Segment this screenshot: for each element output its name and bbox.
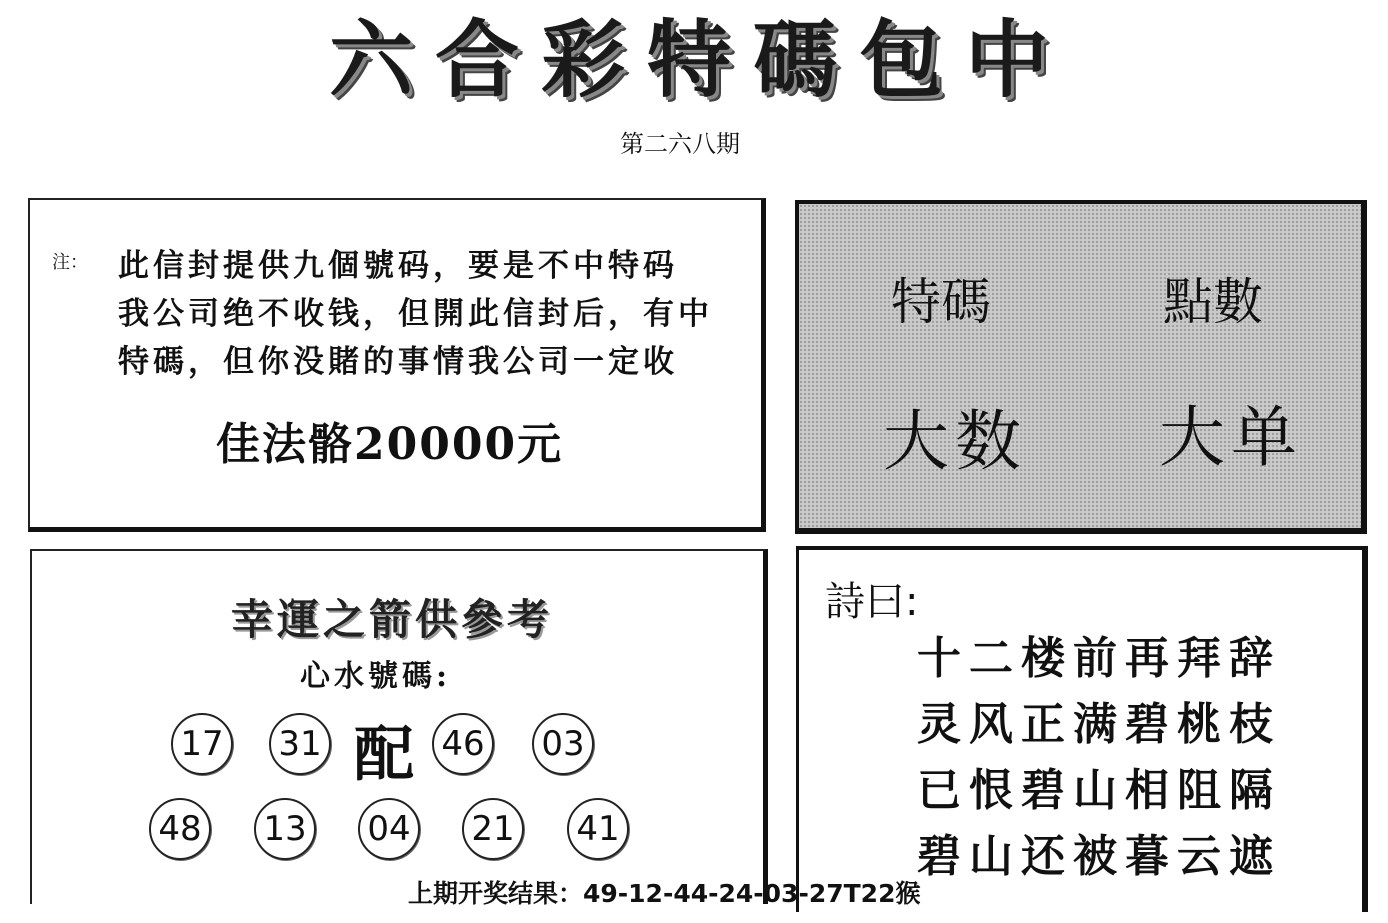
poem-label: 詩曰: [825, 579, 919, 625]
number-ball: 03 [532, 713, 594, 775]
number-ball: 31 [269, 713, 331, 775]
lucky-numbers-box [30, 549, 768, 904]
note-text [118, 242, 758, 386]
lucky-title: 幸運之箭供參考 [230, 595, 553, 644]
page-title: 六合彩特碼包中 [328, 10, 1071, 109]
poem-box [796, 546, 1368, 912]
number-ball: 41 [567, 798, 629, 860]
lucky-subtitle: 心水號碼: [300, 659, 452, 694]
note-line: 我公司绝不收钱，但開此信封后，有中 [118, 296, 713, 332]
points-value: 大单 [1159, 399, 1303, 476]
note-label: 注： [52, 252, 88, 273]
issue-number: 第二六八期 [620, 130, 740, 158]
pei-character: 配 [354, 720, 414, 790]
notice-box [28, 198, 766, 532]
number-ball: 46 [432, 713, 494, 775]
poem-line: 十二楼前再拜辞 [917, 633, 1281, 684]
last-draw-result: 上期开奖结果：49-12-44-24-03-27T22猴 [408, 879, 921, 908]
number-ball: 17 [171, 713, 233, 775]
number-ball: 04 [358, 798, 420, 860]
note-line: 此信封提供九個號码，要是不中特码 [118, 248, 678, 284]
special-code-panel [795, 200, 1367, 534]
note-line: 特碼，但你没賭的事情我公司一定收 [118, 344, 678, 380]
number-ball: 21 [462, 798, 524, 860]
number-ball: 13 [254, 798, 316, 860]
poem-line: 已恨碧山相阻隔 [917, 765, 1281, 816]
special-code-label: 特碼 [891, 273, 991, 331]
special-code-value: 大数 [883, 403, 1027, 480]
number-ball: 48 [149, 798, 211, 860]
points-label: 點數 [1163, 273, 1263, 331]
reward-amount: 佳法骼20000元 [216, 419, 564, 470]
poem-line: 灵风正满碧桃枝 [917, 699, 1281, 750]
poem-line: 碧山还被暮云遮 [917, 831, 1281, 882]
